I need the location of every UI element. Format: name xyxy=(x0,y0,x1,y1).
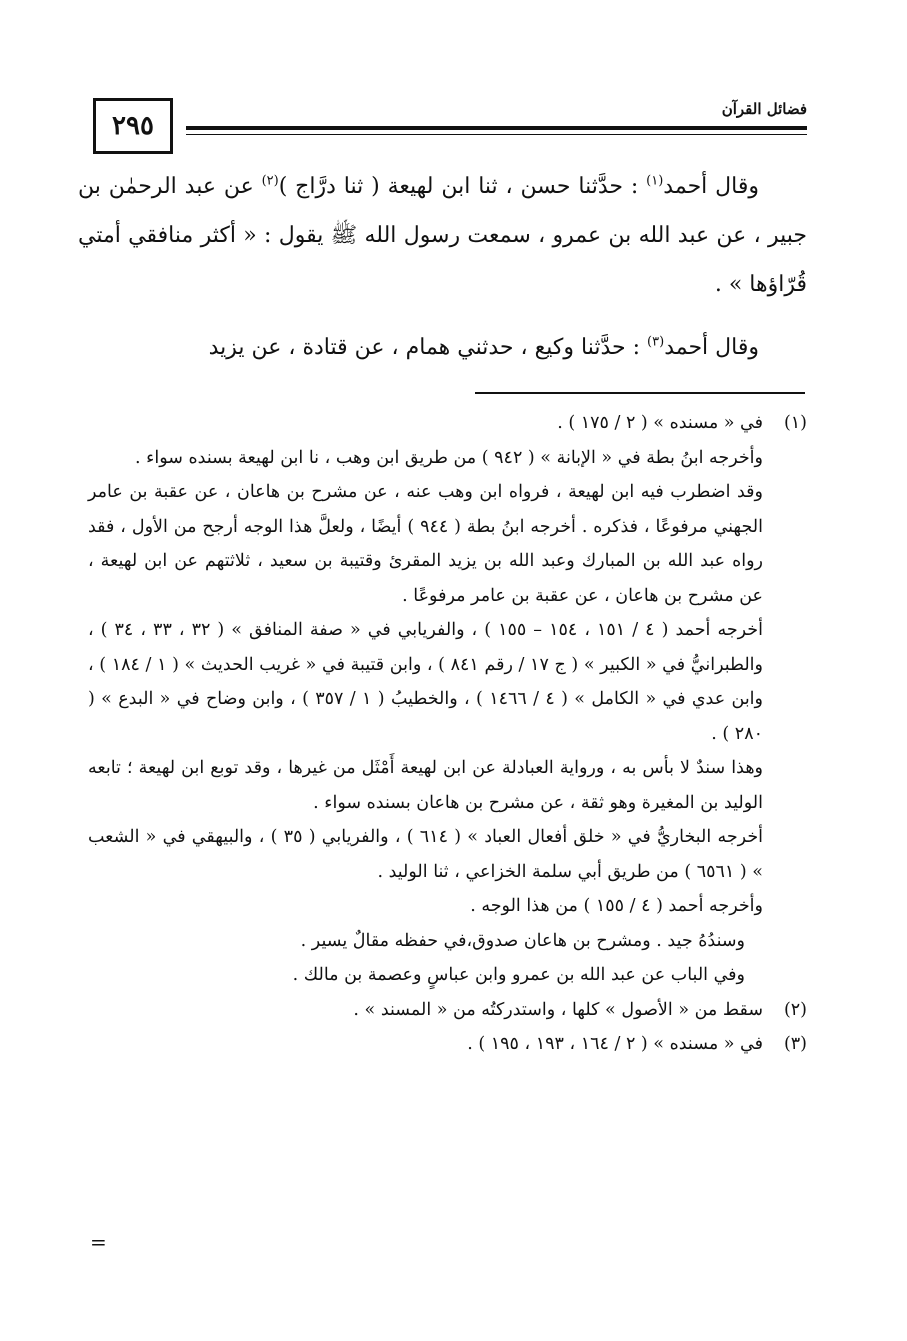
footnote-ref-1: (١) xyxy=(646,173,664,189)
footnote-1-body xyxy=(88,406,763,993)
footnote-marker-3: (٣) xyxy=(783,1034,807,1054)
footnote-1 xyxy=(88,406,807,993)
footnote-1-line-8: وسندُهُ جيد . ومشرح بن هاعان صدوق،في حفظه مقالٌ يسير . xyxy=(300,930,745,951)
main-paragraph-1 xyxy=(78,162,807,309)
footnote-1-line-2: وأخرجه ابنُ بطة في « الإبانة » ( ٩٤٢ ) من طريق ابن وهب ، نا ابن لهيعة بسنده سواء . xyxy=(135,447,763,468)
running-title: فضائل القرآن xyxy=(721,100,807,118)
p1-text-b: : حدَّثنا حسن ، ثنا ابن لهيعة ( ثنا درَّاج ) xyxy=(278,174,647,199)
footnote-2 xyxy=(88,993,807,1028)
footnote-ref-3: (٣) xyxy=(647,334,665,350)
footnotes xyxy=(88,406,807,1062)
footnote-marker-1: (١) xyxy=(783,413,807,433)
footnote-2-body xyxy=(88,993,763,1028)
p1-text-a: وقال أحمد xyxy=(663,174,759,199)
page-number-box xyxy=(93,98,173,154)
p2-text-a: وقال أحمد xyxy=(664,335,759,360)
footnote-2-text: سقط من « الأصول » كلها ، واستدركتُه من « المسند » . xyxy=(353,999,763,1020)
main-text xyxy=(78,162,807,372)
p1-text-c: عن عبد الرحمٰن بن جبير ، عن عبد الله بن عمرو ، سمعت رسول الله ﷺ يقول : « أكثر منافقي أمتي قُرّاؤها » . xyxy=(78,174,807,297)
continuation-mark: = xyxy=(90,1230,107,1254)
footnote-ref-2: (٢) xyxy=(261,173,279,189)
footnote-1-line-1: في « مسنده » ( ٢ / ١٧٥ ) . xyxy=(557,413,763,433)
footnote-1-line-3: وقد اضطرب فيه ابن لهيعة ، فرواه ابن وهب عنه ، عن مشرح بن هاعان ، عن عقبة بن عامر الجهني مرفوعًا ، فذكره . أخرجه ابنُ بطة ( ٩٤٤ ) أيضًا ، ولعلَّ هذا الوجه أرجح من الأول ، فقد رواه عبد الله بن المبارك وعبد الله بن يزيد المقرئ وقتيبة بن سعيد ، ثلاثتهم عن ابن لهيعة ، عن مشرح بن هاعان ، عن عقبة بن عامر مرفوعًا . xyxy=(88,482,763,606)
header-rule-thin xyxy=(186,134,807,135)
footnote-1-line-5: وهذا سندٌ لا بأس به ، ورواية العبادلة عن ابن لهيعة أَمْثَل من غيرها ، وقد توبع ابن لهيعة ؛ تابعه الوليد بن المغيرة وهو ثقة ، عن مشرح بن هاعان بسنده سواء . xyxy=(88,758,763,813)
footnote-1-line-9: وفي الباب عن عبد الله بن عمرو وابن عباسٍ وعصمة بن مالك . xyxy=(292,965,745,985)
footnote-separator xyxy=(475,392,805,394)
footnote-marker-2: (٢) xyxy=(783,999,807,1020)
footnote-3 xyxy=(88,1027,807,1062)
header-rule-thick xyxy=(186,126,807,130)
main-paragraph-2 xyxy=(78,323,807,372)
footnote-3-body xyxy=(88,1027,763,1062)
footnote-3-text: في « مسنده » ( ٢ / ١٦٤ ، ١٩٣ ، ١٩٥ ) . xyxy=(467,1034,763,1054)
footnote-1-line-6: أخرجه البخاريُّ في « خلق أفعال العباد » ( ٦١٤ ) ، والفريابي ( ٣٥ ) ، والبيهقي في « الشعب » ( ٦٥٦١ ) من طريق أبي سلمة الخزاعي ، ثنا الوليد . xyxy=(88,827,763,882)
footnote-1-line-7: وأخرجه أحمد ( ٤ / ١٥٥ ) من هذا الوجه . xyxy=(470,896,763,916)
page-number: ٢٩٥ xyxy=(112,111,154,141)
footnote-1-line-4: أخرجه أحمد ( ٤ / ١٥١ ، ١٥٤ – ١٥٥ ) ، والفريابي في « صفة المنافق » ( ٣٢ ، ٣٣ ، ٣٤ ) ، والطبرانيُّ في « الكبير » ( ج ١٧ / رقم ٨٤١ ) ، وابن قتيبة في « غريب الحديث » ( ١ / ١٨٤ ) ، وابن عدي في « الكامل » ( ٤ / ١٤٦٦ ) ، والخطيبُ ( ١ / ٣٥٧ ) ، وابن وضاح في « البدع » ( ٢٨٠ ) . xyxy=(88,620,763,744)
p2-text-b: : حدَّثنا وكيع ، حدثني همام ، عن قتادة ، عن يزيد xyxy=(208,335,648,360)
